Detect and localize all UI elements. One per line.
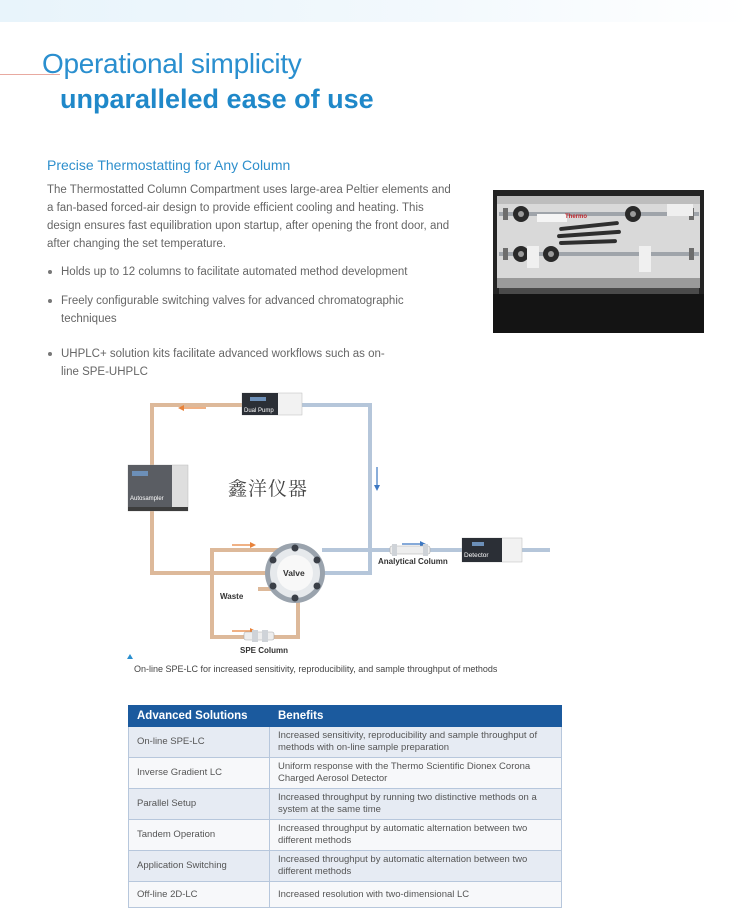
benefit-cell: Increased throughput by automatic alternation between two different methods [270, 820, 562, 851]
watermark-text: 鑫洋仪器 [228, 478, 309, 500]
dual-pump-label: Dual Pump [244, 408, 274, 414]
spe-column-icon [244, 630, 274, 642]
waste-label: Waste [220, 592, 244, 601]
bullet-text: Freely configurable switching valves for advanced chromatographic techniques [61, 295, 404, 325]
table-row [129, 758, 562, 789]
benefit-cell: Increased sensitivity, reproducibility and sample throughput of methods with on-line sample preparation [270, 727, 562, 758]
caption-triangle-icon [127, 654, 133, 659]
spe-column-label: SPE Column [240, 646, 289, 655]
table-row [129, 851, 562, 882]
solution-cell: Tandem Operation [129, 820, 270, 851]
spe-lc-flow-diagram [120, 385, 560, 655]
benefit-cell: Increased throughput by automatic alternation between two different methods [270, 851, 562, 882]
bullet-text: Holds up to 12 columns to facilitate automated method development [61, 266, 408, 278]
flow-line-pump-to-valve [302, 405, 370, 573]
valve-icon [265, 543, 325, 603]
solution-cell: Inverse Gradient LC [129, 758, 270, 789]
autosampler-module [128, 465, 188, 511]
solution-cell: Application Switching [129, 851, 270, 882]
benefit-cell: Increased throughput by running two distinctive methods on a system at the same time [270, 789, 562, 820]
advanced-solutions-table [128, 705, 562, 908]
bullet-dot-icon [48, 270, 52, 274]
table-row [129, 789, 562, 820]
analytical-column-label: Analytical Column [378, 557, 448, 566]
column-compartment-photo [493, 190, 704, 333]
column-compartment-illustration [493, 190, 704, 333]
benefit-cell: Uniform response with the Thermo Scientific Dionex Corona Charged Aerosol Detector [270, 758, 562, 789]
bullet-dot-icon [48, 352, 52, 356]
solution-cell: Parallel Setup [129, 789, 270, 820]
bullet-text: UHPLC+ solution kits facilitate advanced workflows such as on-line SPE-UHPLC [61, 348, 385, 378]
bullet-dot-icon [48, 299, 52, 303]
dual-pump-module [242, 393, 302, 415]
table-header-benefits: Benefits [270, 706, 562, 727]
photo-brand-logo: Thermo [565, 214, 588, 220]
table-header-solutions: Advanced Solutions [129, 706, 270, 727]
top-band [0, 0, 750, 22]
detector-label: Detector [464, 552, 489, 559]
heading-line1: Operational simplicity [42, 48, 302, 79]
section-paragraph: The Thermostatted Column Compartment uses large-area Peltier elements and a fan-based forced-air design to provide efficient cooling and heating. This design ensures fast equilibration upon startup, after opening the front door, and after changing the set temperature. [47, 184, 451, 250]
analytical-column-icon [390, 544, 430, 556]
table-row [129, 882, 562, 908]
table-row [129, 727, 562, 758]
solution-cell: On-line SPE-LC [129, 727, 270, 758]
caption-text: On-line SPE-LC for increased sensitivity, reproducibility, and sample throughput of methods [134, 664, 498, 674]
table-row [129, 820, 562, 851]
detector-module [462, 538, 522, 562]
heading-line2: unparalleled ease of use [60, 84, 374, 114]
autosampler-label: Autosampler [130, 496, 164, 502]
valve-label: Valve [283, 568, 305, 578]
benefit-cell: Increased resolution with two-dimensional LC [270, 882, 562, 908]
section-subtitle: Precise Thermostatting for Any Column [47, 157, 291, 173]
solution-cell: Off-line 2D-LC [129, 882, 270, 908]
arrow-down-icon [374, 467, 380, 491]
arrow-right-icon [232, 542, 256, 548]
table-header-row [129, 706, 562, 727]
